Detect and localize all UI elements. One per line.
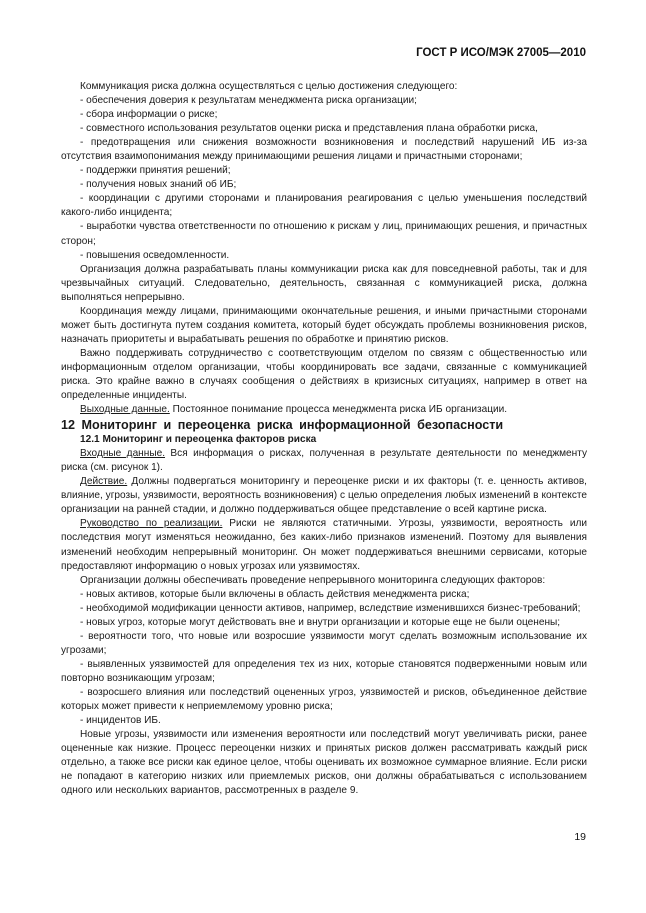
list-item: - обеспечения доверия к результатам менеджмента риска организации; [80, 95, 417, 107]
list-item: - совместного использования результатов оценки риска и представления плана обработки риска, [80, 123, 538, 135]
input-paragraph [61, 447, 587, 475]
input-text: Вся информация о рисках, полученная в результате деятельности по менеджменту риска (см. рисунок 1). [61, 448, 588, 474]
page-number: 19 [574, 831, 586, 843]
list-item: - предотвращения или снижения возможности возникновения и последствий нарушений ИБ из-за отсутствия взаимопонимания между принимающими решения лицами и причастными сторонами; [61, 137, 587, 163]
monitoring-intro: Организации должны обеспечивать проведение непрерывного мониторинга следующих факторов: [80, 574, 546, 586]
list-item: - инцидентов ИБ. [80, 715, 161, 727]
guidance-text: Риски не являются статичными. Угрозы, уязвимости, вероятность или последствия могут изменяться неожиданно, без каких-либо признаков изменений. Поэтому для выявления изменений необходим непрерывный мониторинг. Он может поддерживаться внешними сервисами, которые предоставляют информацию о новых угрозах или уязвимостях. [61, 518, 587, 572]
communication-intro: Коммуникация риска должна осуществляться с целью достижения следующего: [80, 81, 458, 92]
list-item: - выявленных уязвимостей для определения тех из них, которые становятся подверженными новым или повторно возникающим угрозам; [61, 658, 587, 684]
output-label: Выходные данные. [80, 404, 170, 416]
communication-goals-list [61, 94, 587, 263]
list-item: - возросшего влияния или последствий оцененных угроз, уязвимостей и рисков, объединенное действие которых может привести к неприемлемому уровню риска; [61, 686, 587, 713]
guidance-label: Руководство по реализации. [80, 518, 223, 530]
list-item: - новых угроз, которые могут действовать вне и внутри организации и которые еще не были оценены; [80, 616, 561, 628]
list-item: - новых активов, которые были включены в область действия менеджмента риска; [80, 588, 470, 600]
output-text: Постоянное понимание процесса менеджмента риска ИБ организации. [169, 404, 508, 416]
paragraph: Координация между лицами, принимающими окончательные решения, и иными причастными сторонами может быть достигнута путем создания комитета, который будет обсуждать проблемы возникновения рисков, назначать приоритеты и вырабатывать решения по обработке и принятию рисков. [61, 305, 587, 345]
list-item: - необходимой модификации ценности активов, например, вследствие изменившихся бизнес-требований; [80, 602, 581, 614]
subsection-title: 12.1 Мониторинг и переоценка факторов риска [80, 434, 317, 446]
action-paragraph [61, 475, 587, 517]
list-item: - повышения осведомленности. [80, 249, 230, 261]
document-code-header: ГОСТ Р ИСО/МЭК 27005—2010 [416, 47, 586, 59]
list-item: - координации с другими сторонами и планирования реагирования с целью уменьшения последствий какого-либо инцидента; [61, 193, 587, 219]
closing-paragraph: Новые угрозы, уязвимости или изменения вероятности или последствий могут увеличивать риски, ранее оцененные как низкие. Процесс переоценки низких и принятых рисков должен рассматривать каждый риск отдельно, а также все риски как единое целое, чтобы оценивать их возможное суммарное влияние. Если риски не попадают в категорию низких или приемлемых рисков, они должны обрабатываться с использованием одного или нескольких вариантов, рассмотренных в разделе 9. [61, 729, 587, 797]
list-item: - поддержки принятия решений; [80, 165, 231, 177]
paragraph: Важно поддерживать сотрудничество с соответствующим отделом по связям с общественностью или информационным отделом организации, чтобы координировать все задачи, связанные с коммуникацией риска. Это крайне важно в случаях сообщения о действиях в кризисных ситуациях, например в ответ на определенные инциденты. [61, 347, 587, 402]
input-label: Входные данные. [80, 448, 166, 460]
list-item: - сбора информации о риске; [80, 109, 218, 121]
action-label: Действие. [80, 476, 128, 488]
page-content [61, 80, 587, 798]
monitoring-factors-list [61, 588, 587, 728]
section-title: 12 Мониторинг и переоценка риска информационной безопасности [61, 418, 504, 433]
list-item: - вероятности того, что новые или возросшие уязвимости могут сделать возможным использование их угрозами; [61, 630, 587, 656]
paragraph: Организация должна разрабатывать планы коммуникации риска как для повседневной работы, так и для чрезвычайных ситуаций. Следовательно, деятельность, связанная с коммуникацией риска, должна выполняться непрерывно. [61, 263, 587, 303]
guidance-paragraph [61, 517, 587, 573]
list-item: - получения новых знаний об ИБ; [80, 179, 237, 191]
output-paragraph [61, 403, 587, 417]
action-text: Должны подвергаться мониторингу и переоценке риски и их факторы (т. е. ценность активов, влияние, угрозы, уязвимости, вероятность возникновения) с целью определения любых изменений в контексте организации на ранней стадии, и должно поддерживаться общее представление о всей картине риска. [61, 476, 587, 516]
list-item: - выработки чувства ответственности по отношению к рискам у лиц, принимающих решения, и причастных сторон; [61, 221, 587, 247]
